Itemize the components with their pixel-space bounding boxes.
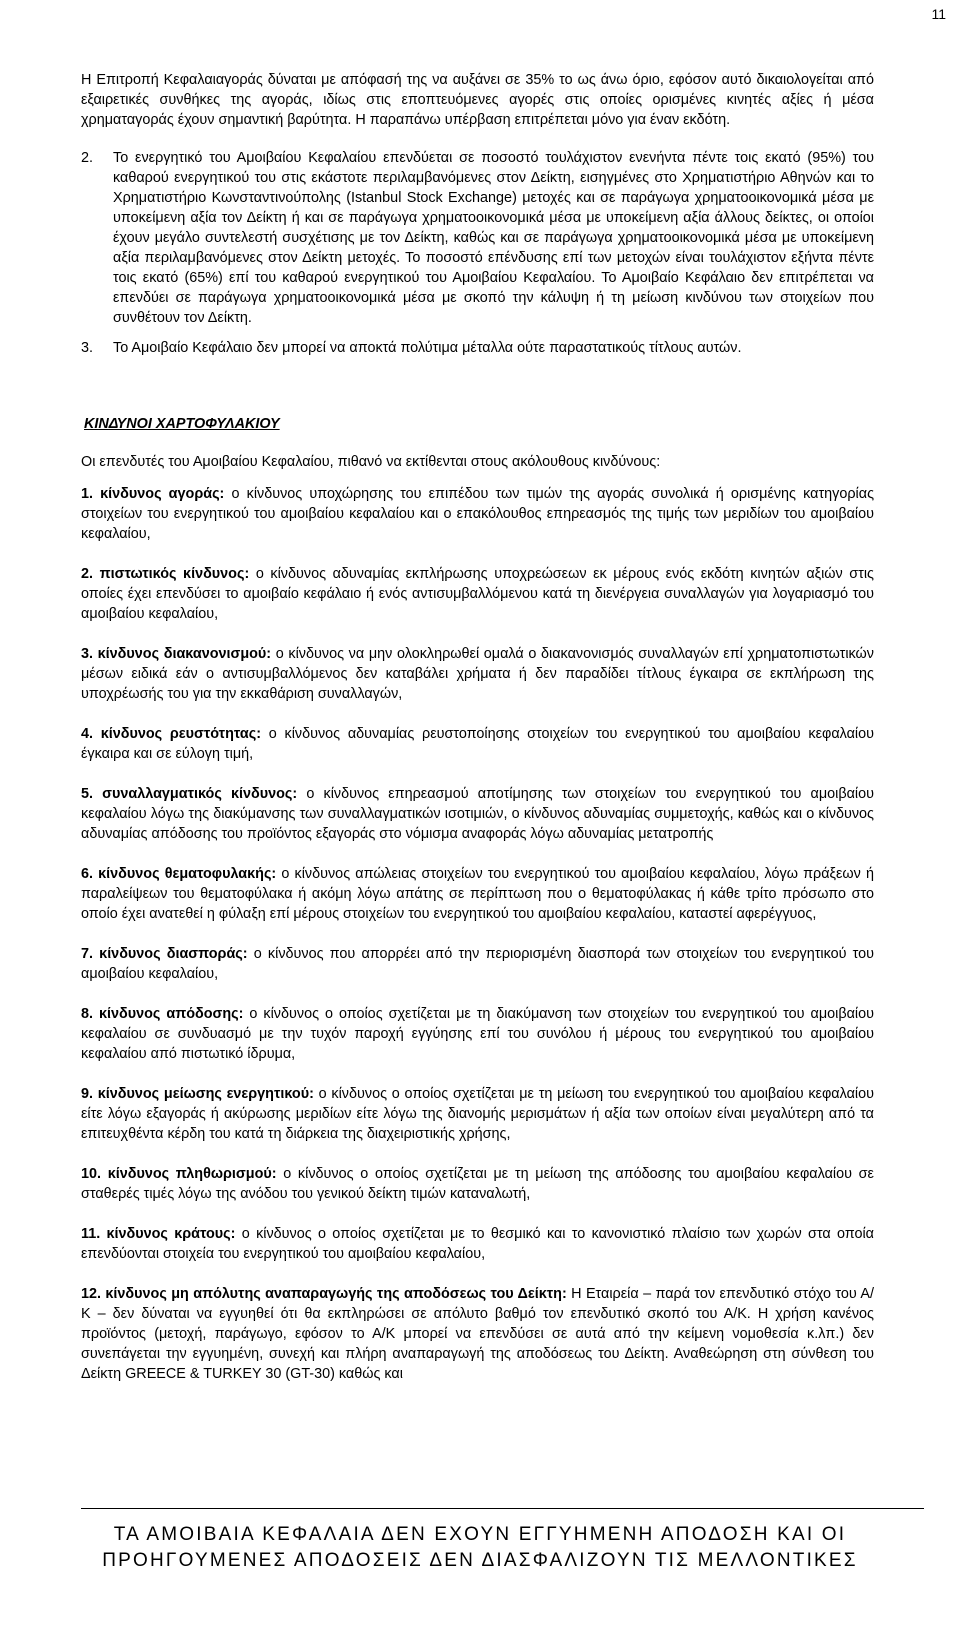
risk-description: ο κίνδυνος απώλειας στοιχείων του ενεργητικού του αμοιβαίου κεφαλαίου, λόγω πράξεων ή παραλείψεων του θεματοφύλακα ή ακόμη λόγω απάτης σε περίπτωση που ο θεματοφύλακας ή κάθε τρίτο πρόσωπο στο οποίο έχει ανατεθεί η φύλαξη επί μέρους στοιχείων του ενεργητικού του αμοιβαίου κεφαλαίου, καταστεί αφερέγγυος, <box>81 866 874 922</box>
footer-disclaimer <box>0 1522 960 1574</box>
page-number: 11 <box>931 6 946 22</box>
risk-term: 12. κίνδυνος μη απόλυτης αναπαραγωγής της αποδόσεως του Δείκτη: <box>81 1286 567 1302</box>
footer-line: ΤΑ ΑΜΟΙΒΑΙΑ ΚΕΦΑΛΑΙΑ ΔΕΝ ΕΧΟΥΝ ΕΓΓΥΗΜΕΝΗ ΑΠΟΔΟΣΗ ΚΑΙ ΟΙ <box>113 1524 847 1545</box>
risk-term: 2. πιστωτικός κίνδυνος: <box>81 566 250 582</box>
item-text: Το Αμοιβαίο Κεφάλαιο δεν μπορεί να αποκτά πολύτιμα μέταλλα ούτε παραστατικούς τίτλους αυτών. <box>113 340 742 356</box>
risk-description: ο κίνδυνος ο οποίος σχετίζεται με τη διακύμανση των στοιχείων του ενεργητικού του αμοιβαίου κεφαλαίου σε συνδυασμό με την τυχόν παροχή εγγύησης επί του συνόλου ή μέρους του ενεργητικού του αμοιβαίου κεφαλαίου από πιστωτικό ίδρυμα, <box>81 1006 874 1062</box>
item-text: Το ενεργητικό του Αμοιβαίου Κεφαλαίου επενδύεται σε ποσοστό τουλάχιστον ενενήντα πέντε τοις εκατό (95%) του καθαρού ενεργητικού του στις εκάστοτε περιλαμβανόμενες στον Δείκτη, εισηγμένες στο Χρηματιστήριο Αθηνών και το Χρηματιστήριο Κωνσταντινούπολης (Istanbul Stock Exchange) μετοχές και σε παράγωγα χρηματοοικονομικά μέσα με υποκείμενη αξία τον Δείκτη ή και σε παράγωγα χρηματοοικονομικά μέσα με υποκείμενη αξία άλλους δείκτες, οι οποίοι έχουν μεγάλο συντελεστή συσχέτισης με τον Δείκτη, καθώς και σε παράγωγα χρηματοοικονομικά μέσα με υποκείμενη αξία περιλαμβανόμενες στον Δείκτη μετοχές. Το ποσοστό επένδυσης επί των μετοχών είναι τουλάχιστον εξήντα πέντε τοις εκατό (65%) επί του καθαρού ενεργητικού του Αμοιβαίου Κεφαλαίου. Το Αμοιβαίο Κεφάλαιο δεν επιτρέπεται να επενδύει σε παράγωγα χρηματοοικονομικά μέσα με σκοπό την κάλυψη ή τη μείωση κινδύνου των στοιχείων που συνθέτουν τον Δείκτη. <box>113 150 874 326</box>
risk-term: 1. κίνδυνος αγοράς: <box>81 486 225 502</box>
risk-item-settlement <box>81 644 874 704</box>
section-lead: Οι επενδυτές του Αμοιβαίου Κεφαλαίου, πιθανό να εκτίθενται στους ακόλουθους κινδύνους: <box>81 454 661 470</box>
risk-item-credit <box>81 564 874 624</box>
risk-description: ο κίνδυνος ο οποίος σχετίζεται με το θεσμικό και το κανονιστικό πλαίσιο των χωρών στα οποία επενδύονται στοιχεία του ενεργητικού του αμοιβαίου κεφαλαίου, <box>81 1226 874 1262</box>
risk-item-diversification <box>81 944 874 984</box>
risk-term: 5. συναλλαγματικός κίνδυνος: <box>81 786 298 802</box>
risk-description: ο κίνδυνος αδυναμίας εκπλήρωσης υποχρεώσεων εκ μέρους ενός εκδότη κινητών αξιών στις οποίες έχει επενδύσει το αμοιβαίο κεφάλαιο ή ενός αντισυμβαλλόμενου κατά τη διενέργεια συναλλαγών για λογαριασμό του αμοιβαίου κεφαλαίου, <box>81 566 874 622</box>
risk-description: ο κίνδυνος αδυναμίας ρευστοποίησης στοιχείων του ενεργητικού του αμοιβαίου κεφαλαίου έγκαιρα και σε εύλογη τιμή, <box>81 726 875 762</box>
risk-description: ο κίνδυνος υποχώρησης του επιπέδου των τιμών της αγοράς συνολικά ή ορισμένης κατηγορίας στοιχείων του ενεργητικού του αμοιβαίου κεφαλαίου και ο επακόλουθος επηρεασμός της τιμής των μεριδίων του αμοιβαίου κεφαλαίου, <box>81 486 874 542</box>
footer-divider <box>81 1508 924 1509</box>
risk-item-inflation <box>81 1164 874 1204</box>
risk-term: 11. κίνδυνος κράτους: <box>81 1226 236 1242</box>
risk-term: 10. κίνδυνος πληθωρισμού: <box>81 1166 277 1182</box>
risk-term: 3. κίνδυνος διακανονισμού: <box>81 646 272 662</box>
risk-term: 6. κίνδυνος θεματοφυλακής: <box>81 866 277 882</box>
risk-description: Η Εταιρεία – παρά τον επενδυτικό στόχο του Α/Κ – δεν δύναται να εγγυηθεί ότι θα εκπληρώσει σε απόλυτο βαθμό τον επενδυτικό σκοπό του Α/Κ. Η χρήση κανένος προϊόντος (μετοχή, παράγωγο, εφόσον το Α/Κ μπορεί να επενδύσει σε αυτά από την κείμενη νομοθεσία κ.λπ.) δεν συνεπάγεται την εγγυημένη, συνεχή και πλήρη αναπαραγωγή της αποδόσεως του Δείκτη. Αναθεώρηση στη σύνθεση του Δείκτη GREECE & TURKEY 30 (GT-30) καθώς και <box>81 1286 874 1382</box>
risk-description: ο κίνδυνος να μην ολοκληρωθεί ομαλά ο διακανονισμός συναλλαγών επί χρηματοπιστωτικών μέσων ειδικά εάν ο αντισυμβαλλόμενος δεν καταβάλει χρήματα ή δεν παραδίδει τίτλους έγκαιρα σε εκπλήρωση της υποχρέωσής του για την εκκαθάριση συναλλαγών, <box>81 646 874 702</box>
risk-item-custody <box>81 864 874 924</box>
risk-term: 9. κίνδυνος μείωσης ενεργητικού: <box>81 1086 314 1102</box>
numbered-item-2 <box>81 148 874 328</box>
item-number: 2. <box>81 150 94 166</box>
item-number: 3. <box>81 340 94 356</box>
risk-item-performance <box>81 1004 874 1064</box>
risk-term: 7. κίνδυνος διασποράς: <box>81 946 248 962</box>
numbered-item-3 <box>81 338 874 358</box>
risk-term: 8. κίνδυνος απόδοσης: <box>81 1006 244 1022</box>
risk-term: 4. κίνδυνος ρευστότητας: <box>81 726 262 742</box>
risk-item-liquidity <box>81 724 874 764</box>
risk-item-index-tracking <box>81 1284 874 1384</box>
risk-item-asset-reduction <box>81 1084 874 1144</box>
risk-description: ο κίνδυνος ο οποίος σχετίζεται με τη μείωση της απόδοσης του αμοιβαίου κεφαλαίου σε σταθερές τιμές λόγω της ανόδου του γενικού δείκτη τιμών καταναλωτή, <box>81 1166 874 1202</box>
risk-item-market <box>81 484 874 544</box>
risk-description: ο κίνδυνος επηρεασμού αποτίμησης των στοιχείων του ενεργητικού του αμοιβαίου κεφαλαίου λόγω της διακύμανσης των συναλλαγματικών ισοτιμιών, ο κίνδυνος αδυναμίας συμμετοχής, καθώς και ο κίνδυνος αδυναμίας απόδοσης του προϊόντος εξαγοράς στο νόμισμα αναφοράς λόγω αδυναμίας μετατροπής <box>81 786 874 842</box>
intro-paragraph: Η Επιτροπή Κεφαλαιαγοράς δύναται με απόφασή της να αυξάνει σε 35% το ως άνω όριο, εφόσον αυτό δικαιολογείται από εξαιρετικές συνθήκες της αγοράς, ιδίως στις εποπτευόμενες αγορές στις οποίες ορισμένες κινητές αξίες ή μέσα χρηματαγοράς έχουν σημαντική βαρύτητα. Η παραπάνω υπέρβαση επιτρέπεται μόνο για έναν εκδότη. <box>81 72 874 128</box>
risk-description: ο κίνδυνος που απορρέει από την περιορισμένη διασπορά των στοιχείων του ενεργητικού του αμοιβαίου κεφαλαίου, <box>81 946 874 982</box>
risk-item-country <box>81 1224 874 1264</box>
document-body <box>81 70 874 1384</box>
risk-description: ο κίνδυνος ο οποίος σχετίζεται με τη μείωση του ενεργητικού του αμοιβαίου κεφαλαίου είτε λόγω εξαγοράς ή ακύρωσης μεριδίων είτε λόγω της διανομής μερισμάτων ή αξία των οποίων είναι μεγαλύτερη από τα επιτευχθέντα κέρδη του κατά τη διάρκεια της διαχειριστικής χρήσης, <box>81 1086 874 1142</box>
risk-item-currency <box>81 784 874 844</box>
footer-line: ΠΡΟΗΓΟΥΜΕΝΕΣ ΑΠΟΔΟΣΕΙΣ ΔΕΝ ΔΙΑΣΦΑΛΙΖΟΥΝ ΤΙΣ ΜΕΛΛΟΝΤΙΚΕΣ <box>102 1550 858 1571</box>
section-heading: ΚΙΝΔΥΝΟΙ ΧΑΡΤΟΦΥΛΑΚΙΟΥ <box>84 416 280 432</box>
